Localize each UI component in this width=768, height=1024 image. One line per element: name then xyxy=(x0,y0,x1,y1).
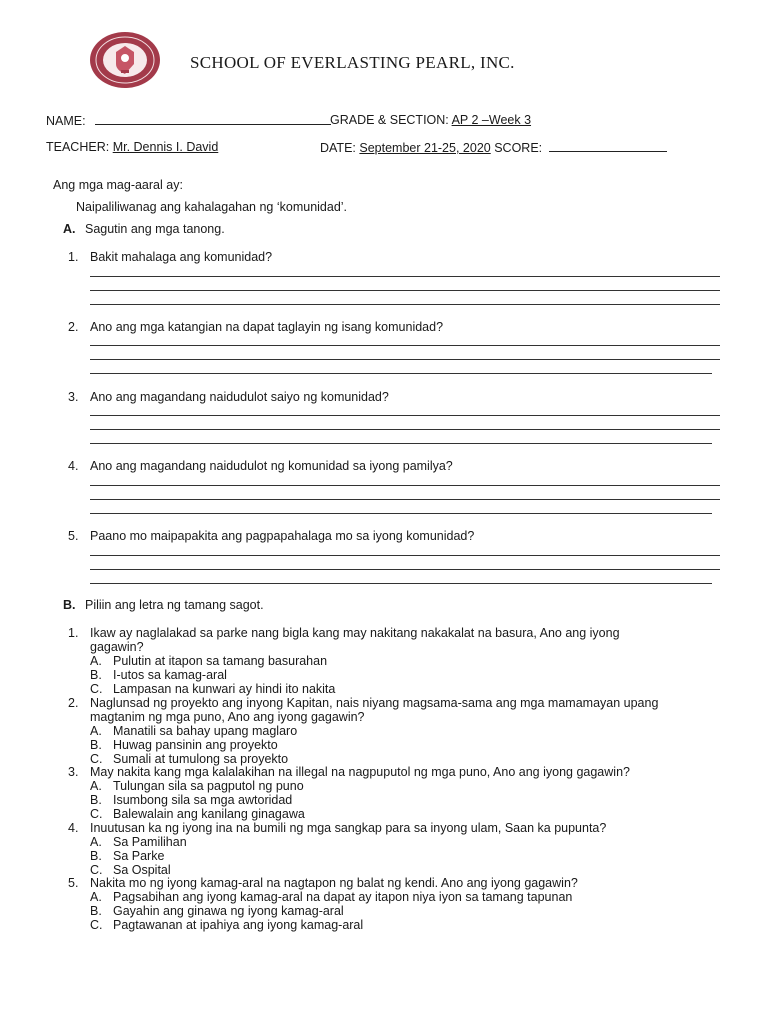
choice-text[interactable]: Manatili sa bahay upang maglaro xyxy=(113,724,298,738)
question-text-cont: gagawin? xyxy=(90,640,144,654)
question-number: 4. xyxy=(68,459,79,473)
date-value: September 21-25, 2020 xyxy=(359,141,491,155)
choice-letter: B. xyxy=(90,849,102,863)
date-label: DATE: xyxy=(320,141,356,155)
choice-letter: C. xyxy=(90,807,103,821)
choice-letter: B. xyxy=(90,668,102,682)
name-label: NAME: xyxy=(46,114,86,128)
choice-letter: A. xyxy=(90,779,102,793)
answer-line[interactable] xyxy=(90,429,720,430)
choice-text[interactable]: Gayahin ang ginawa ng iyong kamag-aral xyxy=(113,904,344,918)
question-text: Nakita mo ng iyong kamag-aral na nagtapon ng balat ng kendi. Ano ang iyong gagawin? xyxy=(90,876,578,890)
question-number: 2. xyxy=(68,320,79,334)
answer-line[interactable] xyxy=(90,443,712,444)
section-b-heading xyxy=(63,598,264,612)
answer-line[interactable] xyxy=(90,345,720,346)
question-text: Inuutusan ka ng iyong ina na bumili ng mga sangkap para sa inyong ulam, Saan ka pupunta? xyxy=(90,821,607,835)
question-text: Naglunsad ng proyekto ang inyong Kapitan, nais niyang magsama-sama ang mga mamamayan upang xyxy=(90,696,659,710)
teacher-row xyxy=(46,140,218,154)
section-a-heading xyxy=(63,222,225,236)
grade-row xyxy=(330,113,531,127)
date-row xyxy=(320,140,667,155)
choice-letter: C. xyxy=(90,863,103,877)
choice-letter: B. xyxy=(90,793,102,807)
intro-heading: Ang mga mag-aaral ay: xyxy=(53,178,183,192)
answer-line[interactable] xyxy=(90,569,720,570)
question-number: 3. xyxy=(68,390,79,404)
answer-line[interactable] xyxy=(90,304,720,305)
teacher-label: TEACHER: xyxy=(46,140,110,154)
question-number: 1. xyxy=(68,250,79,264)
question-text: Ikaw ay naglalakad sa parke nang bigla kang may nakitang nakakalat na basura, Ano ang iyong xyxy=(90,626,620,640)
choice-text[interactable]: Isumbong sila sa mga awtoridad xyxy=(113,793,293,807)
choice-text[interactable]: Tulungan sila sa pagputol ng puno xyxy=(113,779,304,793)
choice-text[interactable]: Huwag pansinin ang proyekto xyxy=(113,738,278,752)
choice-letter: A. xyxy=(90,724,102,738)
choice-letter: A. xyxy=(90,654,102,668)
answer-line[interactable] xyxy=(90,415,720,416)
school-logo xyxy=(88,30,162,90)
grade-label: GRADE & SECTION: xyxy=(330,113,449,127)
question-text: Ano ang magandang naidudulot ng komunidad sa iyong pamilya? xyxy=(90,459,453,473)
name-row xyxy=(46,113,331,128)
choice-text[interactable]: Sa Parke xyxy=(113,849,165,863)
answer-line[interactable] xyxy=(90,555,720,556)
choice-letter: C. xyxy=(90,752,103,766)
choice-letter: B. xyxy=(90,738,102,752)
school-name: SCHOOL OF EVERLASTING PEARL, INC. xyxy=(190,53,515,72)
choice-letter: B. xyxy=(90,904,102,918)
score-field[interactable] xyxy=(549,140,667,152)
choice-letter: A. xyxy=(90,835,102,849)
choice-text[interactable]: Sa Ospital xyxy=(113,863,171,877)
choice-text[interactable]: Lampasan na kunwari ay hindi ito nakita xyxy=(113,682,336,696)
answer-line[interactable] xyxy=(90,583,712,584)
section-b-letter: B. xyxy=(63,598,76,612)
grade-value: AP 2 –Week 3 xyxy=(451,113,532,127)
choice-text[interactable]: Sumali at tumulong sa proyekto xyxy=(113,752,289,766)
choice-text[interactable]: Pagtawanan at ipahiya ang iyong kamag-aral xyxy=(113,918,364,932)
objective: Naipaliliwanag ang kahalagahan ng ‘komunidad’. xyxy=(76,200,348,214)
answer-line[interactable] xyxy=(90,485,720,486)
question-number: 1. xyxy=(68,626,79,640)
question-text: May nakita kang mga kalalakihan na illegal na nagpuputol ng mga puno, Ano ang iyong gagawin? xyxy=(90,765,630,779)
choice-letter: A. xyxy=(90,890,102,904)
section-b-instruction: Piliin ang letra ng tamang sagot. xyxy=(84,598,264,612)
choice-text[interactable]: Sa Pamilihan xyxy=(113,835,187,849)
question-number: 4. xyxy=(68,821,79,835)
answer-line[interactable] xyxy=(90,276,720,277)
question-number: 5. xyxy=(68,876,79,890)
question-number: 3. xyxy=(68,765,79,779)
answer-line[interactable] xyxy=(90,359,720,360)
section-a-instruction: Sagutin ang mga tanong. xyxy=(84,222,225,236)
question-text: Paano mo maipapakita ang pagpapahalaga mo sa iyong komunidad? xyxy=(90,529,475,543)
name-field[interactable] xyxy=(95,113,331,125)
question-number: 2. xyxy=(68,696,79,710)
answer-line[interactable] xyxy=(90,290,720,291)
question-text: Ano ang magandang naidudulot saiyo ng komunidad? xyxy=(90,390,389,404)
question-text: Bakit mahalaga ang komunidad? xyxy=(90,250,273,264)
question-number: 5. xyxy=(68,529,79,543)
answer-line[interactable] xyxy=(90,499,720,500)
answer-line[interactable] xyxy=(90,513,712,514)
teacher-value: Mr. Dennis I. David xyxy=(112,140,219,154)
choice-text[interactable]: Pagsabihan ang iyong kamag-aral na dapat ay itapon niya iyon sa tamang tapunan xyxy=(113,890,573,904)
choice-text[interactable]: I-utos sa kamag-aral xyxy=(113,668,227,682)
answer-line[interactable] xyxy=(90,373,712,374)
section-a-letter: A. xyxy=(63,222,76,236)
choice-text[interactable]: Balewalain ang kanilang ginagawa xyxy=(113,807,305,821)
question-text-cont: magtanim ng mga puno, Ano ang iyong gagawin? xyxy=(90,710,365,724)
score-label: SCORE: xyxy=(494,141,543,155)
question-text: Ano ang mga katangian na dapat taglayin ng isang komunidad? xyxy=(90,320,444,334)
choice-letter: C. xyxy=(90,682,103,696)
choice-text[interactable]: Pulutin at itapon sa tamang basurahan xyxy=(113,654,328,668)
choice-letter: C. xyxy=(90,918,103,932)
